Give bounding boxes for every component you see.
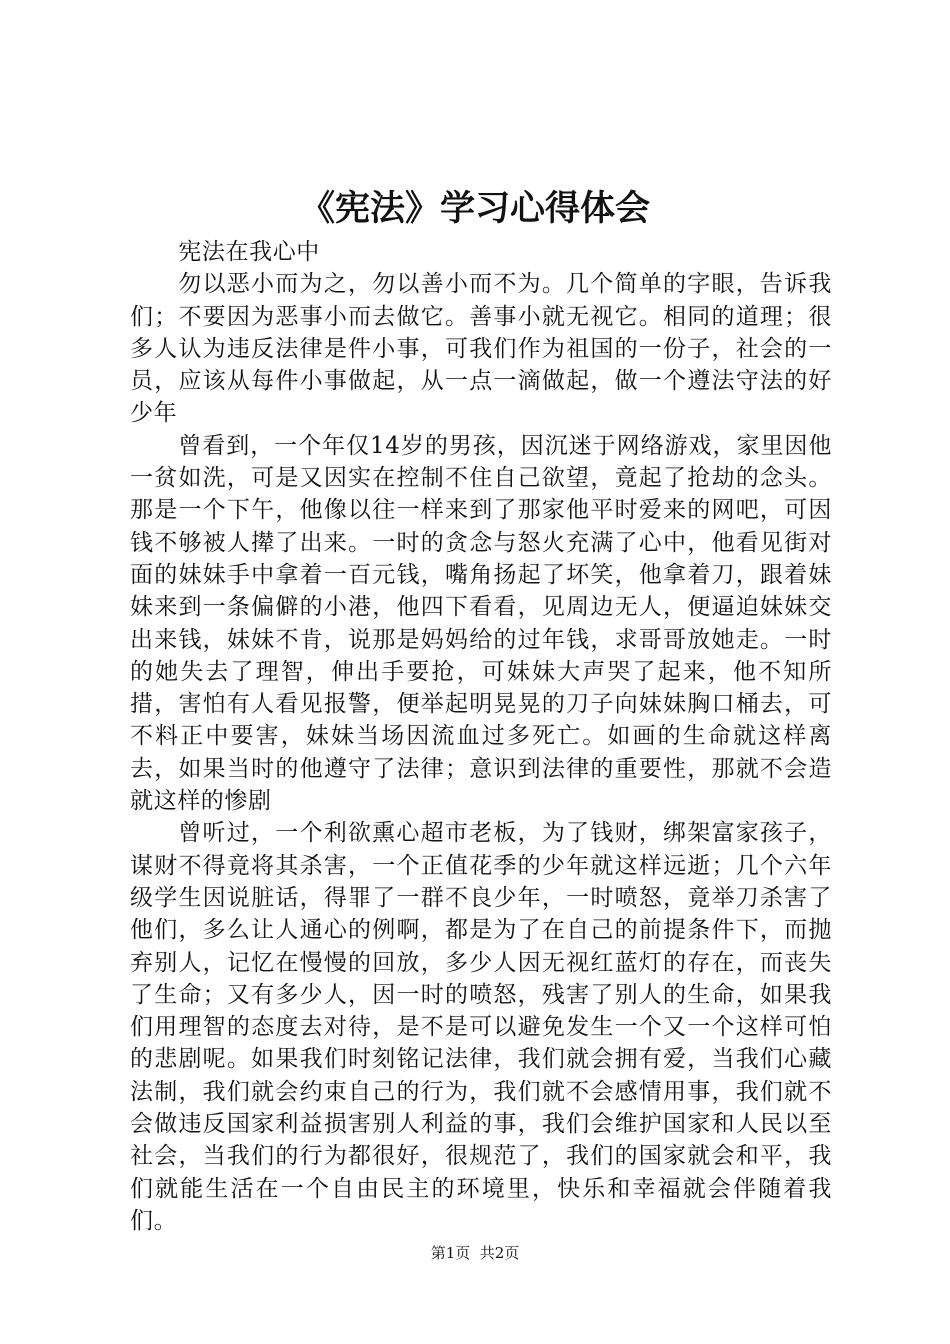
paragraph-subtitle: 宪法在我心中 bbox=[178, 239, 320, 265]
paragraph-2: 曾看到，一个年仅14岁的男孩，因沉迷于网络游戏，家里因他一贫如洗，可是又因实在控制不住自己欲望，竟起了抢劫的念头。那是一个下午，他像以往一样来到了那家他平时爱来的网吧，可因钱不够被人撵了出来。一时的贪念与怒火充满了心中，他看见街对面的妹妹手中拿着一百元钱，嘴角扬起了坏笑，他拿着刀，跟着妹妹来到一条偏僻的小港，他四下看看，见周边无人，便逼迫妹妹交出来钱，妹妹不肯，说那是妈妈给的过年钱，求哥哥放她走。一时的她失去了理智，伸出手要抢，可妹妹大声哭了起来，他不知所措，害怕有人看见报警，便举起明晃晃的刀子向妹妹胸口桶去，可不料正中要害，妹妹当场因流血过多死亡。如画的生命就这样离去，如果当时的他遵守了法律；意识到法律的重要性，那就不会造就这样的惨剧 bbox=[130, 432, 832, 815]
page-footer bbox=[0, 1242, 950, 1264]
paragraph-3: 曾听过，一个利欲熏心超市老板，为了钱财，绑架富家孩子，谋财不得竟将其杀害，一个正值花季的少年就这样远逝；几个六年级学生因说脏话，得罪了一群不良少年，一时喷怒，竟举刀杀害了他们，多么让人通心的例啊，都是为了在自己的前提条件下，而抛弃别人，记忆在慢慢的回放，多少人因无视红蓝灯的存在，而丧失了生命；又有多少人，因一时的喷怒，残害了别人的生命，如果我们用理智的态度去对待，是不是可以避免发生一个又一个这样可怕的悲剧呢。如果我们时刻铭记法律，我们就会拥有爱，当我们心藏法制，我们就会约束自己的行为，我们就不会感情用事，我们就不会做违反国家利益损害别人利益的事，我们会维护国家和人民以至社会，当我们的行为都很好，很规范了，我们的国家就会和平，我们就能生活在一个自由民主的环境里，快乐和幸福就会伴随着我们。 bbox=[130, 820, 832, 1234]
document-body bbox=[130, 236, 832, 1237]
page-number-indicator: 第1页 共2页 bbox=[430, 1244, 520, 1262]
document-title: 《宪法》学习心得体会 bbox=[299, 188, 650, 229]
paragraph-1: 勿以恶小而为之，勿以善小而不为。几个简单的字眼，告诉我们；不要因为恶事小而去做它。善事小就无视它。相同的道理；很多人认为违反法律是件小事，可我们作为祖国的一份子，社会的一员，应该从每件小事做起，从一点一滴做起，做一个遵法守法的好少年 bbox=[130, 271, 832, 427]
